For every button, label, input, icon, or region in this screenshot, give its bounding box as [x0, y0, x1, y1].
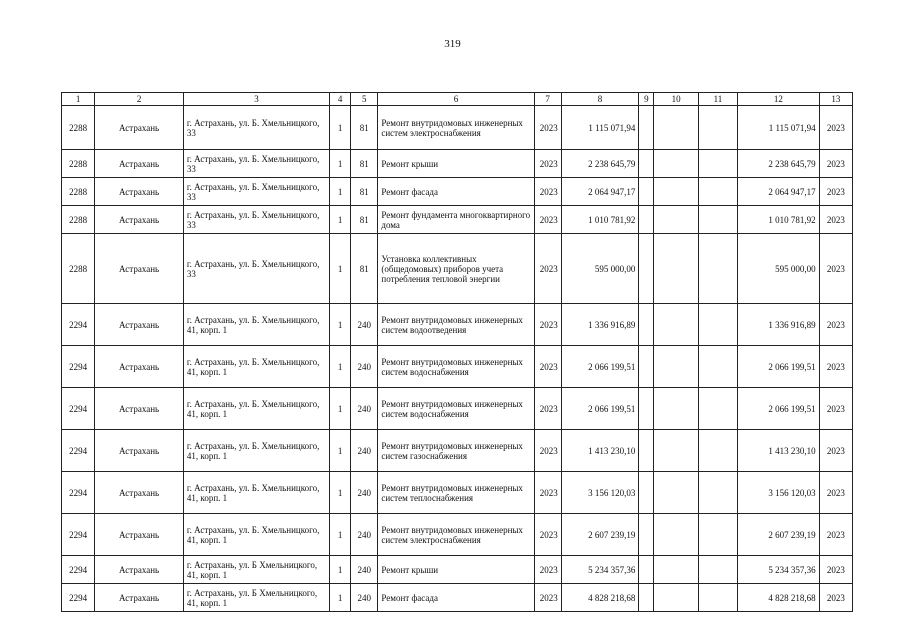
table-row — [62, 584, 853, 612]
year-cell: 2023 — [534, 178, 561, 206]
total-cost-cell: 2 064 947,17 — [738, 178, 820, 206]
col11-cell — [698, 388, 737, 430]
col11-cell — [698, 178, 737, 206]
table-row — [62, 106, 853, 150]
work-type-cell: Ремонт внутридомовых инженерных систем электроснабжения — [378, 514, 534, 556]
cost-cell: 4 828 218,68 — [561, 584, 639, 612]
col9-cell — [639, 472, 654, 514]
col10-cell — [654, 430, 698, 472]
col10-cell — [654, 556, 698, 584]
row-number-cell: 2294 — [62, 430, 95, 472]
address-cell: г. Астрахань, ул. Б Хмельницкого, 41, корп. 1 — [183, 584, 329, 612]
address-cell: г. Астрахань, ул. Б. Хмельницкого, 41, корп. 1 — [183, 388, 329, 430]
total-cost-cell: 595 000,00 — [738, 234, 820, 304]
row-number-cell: 2294 — [62, 514, 95, 556]
col5-cell: 240 — [351, 388, 378, 430]
year-cell: 2023 — [534, 472, 561, 514]
col4-cell: 1 — [330, 388, 351, 430]
col4-cell: 1 — [330, 472, 351, 514]
column-header: 3 — [183, 93, 329, 106]
column-header: 2 — [95, 93, 184, 106]
row-number-cell: 2294 — [62, 556, 95, 584]
year-cell: 2023 — [534, 304, 561, 346]
total-cost-cell: 1 115 071,94 — [738, 106, 820, 150]
end-year-cell: 2023 — [819, 206, 852, 234]
col4-cell: 1 — [330, 178, 351, 206]
table-row — [62, 150, 853, 178]
total-cost-cell: 2 066 199,51 — [738, 346, 820, 388]
column-header: 7 — [534, 93, 561, 106]
end-year-cell: 2023 — [819, 430, 852, 472]
col5-cell: 81 — [351, 178, 378, 206]
col11-cell — [698, 556, 737, 584]
repair-schedule-table — [61, 92, 853, 612]
city-cell: Астрахань — [95, 430, 184, 472]
work-type-cell: Ремонт внутридомовых инженерных систем водоотведения — [378, 304, 534, 346]
col10-cell — [654, 304, 698, 346]
total-cost-cell: 3 156 120,03 — [738, 472, 820, 514]
col9-cell — [639, 106, 654, 150]
row-number-cell: 2288 — [62, 234, 95, 304]
total-cost-cell: 2 607 239,19 — [738, 514, 820, 556]
address-cell: г. Астрахань, ул. Б. Хмельницкого, 41, корп. 1 — [183, 304, 329, 346]
col10-cell — [654, 514, 698, 556]
table-row — [62, 388, 853, 430]
address-cell: г. Астрахань, ул. Б Хмельницкого, 41, корп. 1 — [183, 556, 329, 584]
col9-cell — [639, 304, 654, 346]
cost-cell: 2 607 239,19 — [561, 514, 639, 556]
work-type-cell: Ремонт крыши — [378, 150, 534, 178]
year-cell: 2023 — [534, 514, 561, 556]
row-number-cell: 2288 — [62, 178, 95, 206]
col10-cell — [654, 106, 698, 150]
row-number-cell: 2288 — [62, 106, 95, 150]
work-type-cell: Ремонт фасада — [378, 178, 534, 206]
col9-cell — [639, 556, 654, 584]
col10-cell — [654, 388, 698, 430]
work-type-cell: Установка коллективных (общедомовых) приборов учета потребления тепловой энергии — [378, 234, 534, 304]
col11-cell — [698, 304, 737, 346]
city-cell: Астрахань — [95, 234, 184, 304]
work-type-cell: Ремонт внутридомовых инженерных систем электроснабжения — [378, 106, 534, 150]
cost-cell: 1 336 916,89 — [561, 304, 639, 346]
col9-cell — [639, 234, 654, 304]
col5-cell: 81 — [351, 150, 378, 178]
col4-cell: 1 — [330, 206, 351, 234]
header-row — [62, 93, 853, 106]
address-cell: г. Астрахань, ул. Б. Хмельницкого, 41, корп. 1 — [183, 346, 329, 388]
end-year-cell: 2023 — [819, 514, 852, 556]
cost-cell: 595 000,00 — [561, 234, 639, 304]
year-cell: 2023 — [534, 150, 561, 178]
col11-cell — [698, 150, 737, 178]
col11-cell — [698, 584, 737, 612]
column-header: 13 — [819, 93, 852, 106]
row-number-cell: 2288 — [62, 206, 95, 234]
work-type-cell: Ремонт фундамента многоквартирного дома — [378, 206, 534, 234]
year-cell: 2023 — [534, 388, 561, 430]
year-cell: 2023 — [534, 206, 561, 234]
col10-cell — [654, 346, 698, 388]
cost-cell: 2 064 947,17 — [561, 178, 639, 206]
col9-cell — [639, 430, 654, 472]
column-header: 8 — [561, 93, 639, 106]
cost-cell: 1 413 230,10 — [561, 430, 639, 472]
table-row — [62, 178, 853, 206]
col10-cell — [654, 206, 698, 234]
year-cell: 2023 — [534, 106, 561, 150]
col10-cell — [654, 584, 698, 612]
address-cell: г. Астрахань, ул. Б. Хмельницкого, 41, корп. 1 — [183, 514, 329, 556]
end-year-cell: 2023 — [819, 150, 852, 178]
cost-cell: 2 238 645,79 — [561, 150, 639, 178]
column-header: 6 — [378, 93, 534, 106]
year-cell: 2023 — [534, 234, 561, 304]
col5-cell: 81 — [351, 206, 378, 234]
table-row — [62, 304, 853, 346]
address-cell: г. Астрахань, ул. Б. Хмельницкого, 33 — [183, 234, 329, 304]
col9-cell — [639, 150, 654, 178]
address-cell: г. Астрахань, ул. Б. Хмельницкого, 33 — [183, 150, 329, 178]
row-number-cell: 2294 — [62, 304, 95, 346]
table-row — [62, 206, 853, 234]
col11-cell — [698, 346, 737, 388]
row-number-cell: 2294 — [62, 346, 95, 388]
column-header: 4 — [330, 93, 351, 106]
cost-cell: 1 115 071,94 — [561, 106, 639, 150]
col9-cell — [639, 388, 654, 430]
total-cost-cell: 1 010 781,92 — [738, 206, 820, 234]
work-type-cell: Ремонт внутридомовых инженерных систем водоснабжения — [378, 388, 534, 430]
work-type-cell: Ремонт крыши — [378, 556, 534, 584]
column-header: 5 — [351, 93, 378, 106]
year-cell: 2023 — [534, 584, 561, 612]
city-cell: Астрахань — [95, 304, 184, 346]
row-number-cell: 2294 — [62, 388, 95, 430]
col9-cell — [639, 514, 654, 556]
col5-cell: 240 — [351, 584, 378, 612]
city-cell: Астрахань — [95, 556, 184, 584]
end-year-cell: 2023 — [819, 556, 852, 584]
col9-cell — [639, 346, 654, 388]
col10-cell — [654, 234, 698, 304]
col5-cell: 240 — [351, 430, 378, 472]
cost-cell: 2 066 199,51 — [561, 388, 639, 430]
col11-cell — [698, 106, 737, 150]
end-year-cell: 2023 — [819, 234, 852, 304]
row-number-cell: 2294 — [62, 472, 95, 514]
col10-cell — [654, 472, 698, 514]
col4-cell: 1 — [330, 556, 351, 584]
column-header: 12 — [738, 93, 820, 106]
city-cell: Астрахань — [95, 206, 184, 234]
work-type-cell: Ремонт внутридомовых инженерных систем теплоснабжения — [378, 472, 534, 514]
address-cell: г. Астрахань, ул. Б. Хмельницкого, 41, корп. 1 — [183, 430, 329, 472]
cost-cell: 3 156 120,03 — [561, 472, 639, 514]
table-row — [62, 430, 853, 472]
address-cell: г. Астрахань, ул. Б. Хмельницкого, 41, корп. 1 — [183, 472, 329, 514]
total-cost-cell: 5 234 357,36 — [738, 556, 820, 584]
total-cost-cell: 1 336 916,89 — [738, 304, 820, 346]
col5-cell: 240 — [351, 556, 378, 584]
col5-cell: 240 — [351, 514, 378, 556]
end-year-cell: 2023 — [819, 178, 852, 206]
col4-cell: 1 — [330, 346, 351, 388]
work-type-cell: Ремонт фасада — [378, 584, 534, 612]
city-cell: Астрахань — [95, 584, 184, 612]
cost-cell: 5 234 357,36 — [561, 556, 639, 584]
col5-cell: 240 — [351, 346, 378, 388]
total-cost-cell: 2 238 645,79 — [738, 150, 820, 178]
col4-cell: 1 — [330, 234, 351, 304]
city-cell: Астрахань — [95, 514, 184, 556]
col4-cell: 1 — [330, 150, 351, 178]
col9-cell — [639, 206, 654, 234]
col4-cell: 1 — [330, 430, 351, 472]
row-number-cell: 2294 — [62, 584, 95, 612]
cost-cell: 1 010 781,92 — [561, 206, 639, 234]
col11-cell — [698, 206, 737, 234]
city-cell: Астрахань — [95, 388, 184, 430]
end-year-cell: 2023 — [819, 346, 852, 388]
work-type-cell: Ремонт внутридомовых инженерных систем водоснабжения — [378, 346, 534, 388]
col4-cell: 1 — [330, 584, 351, 612]
row-number-cell: 2288 — [62, 150, 95, 178]
col11-cell — [698, 514, 737, 556]
address-cell: г. Астрахань, ул. Б. Хмельницкого, 33 — [183, 206, 329, 234]
column-header: 9 — [639, 93, 654, 106]
table-row — [62, 514, 853, 556]
city-cell: Астрахань — [95, 346, 184, 388]
column-header: 1 — [62, 93, 95, 106]
table-row — [62, 346, 853, 388]
total-cost-cell: 2 066 199,51 — [738, 388, 820, 430]
work-type-cell: Ремонт внутридомовых инженерных систем газоснабжения — [378, 430, 534, 472]
col5-cell: 81 — [351, 234, 378, 304]
col4-cell: 1 — [330, 304, 351, 346]
year-cell: 2023 — [534, 430, 561, 472]
col9-cell — [639, 178, 654, 206]
total-cost-cell: 4 828 218,68 — [738, 584, 820, 612]
col5-cell: 240 — [351, 304, 378, 346]
end-year-cell: 2023 — [819, 388, 852, 430]
cost-cell: 2 066 199,51 — [561, 346, 639, 388]
col4-cell: 1 — [330, 514, 351, 556]
end-year-cell: 2023 — [819, 304, 852, 346]
col11-cell — [698, 234, 737, 304]
col4-cell: 1 — [330, 106, 351, 150]
city-cell: Астрахань — [95, 472, 184, 514]
col5-cell: 81 — [351, 106, 378, 150]
city-cell: Астрахань — [95, 150, 184, 178]
table-row — [62, 234, 853, 304]
col11-cell — [698, 430, 737, 472]
city-cell: Астрахань — [95, 178, 184, 206]
address-cell: г. Астрахань, ул. Б. Хмельницкого, 33 — [183, 106, 329, 150]
end-year-cell: 2023 — [819, 584, 852, 612]
total-cost-cell: 1 413 230,10 — [738, 430, 820, 472]
year-cell: 2023 — [534, 556, 561, 584]
col11-cell — [698, 472, 737, 514]
address-cell: г. Астрахань, ул. Б. Хмельницкого, 33 — [183, 178, 329, 206]
col5-cell: 240 — [351, 472, 378, 514]
col10-cell — [654, 178, 698, 206]
table-row — [62, 472, 853, 514]
year-cell: 2023 — [534, 346, 561, 388]
column-header: 10 — [654, 93, 698, 106]
table-row — [62, 556, 853, 584]
end-year-cell: 2023 — [819, 472, 852, 514]
city-cell: Астрахань — [95, 106, 184, 150]
page-number: 319 — [444, 38, 461, 50]
column-header: 11 — [698, 93, 737, 106]
end-year-cell: 2023 — [819, 106, 852, 150]
col10-cell — [654, 150, 698, 178]
col9-cell — [639, 584, 654, 612]
